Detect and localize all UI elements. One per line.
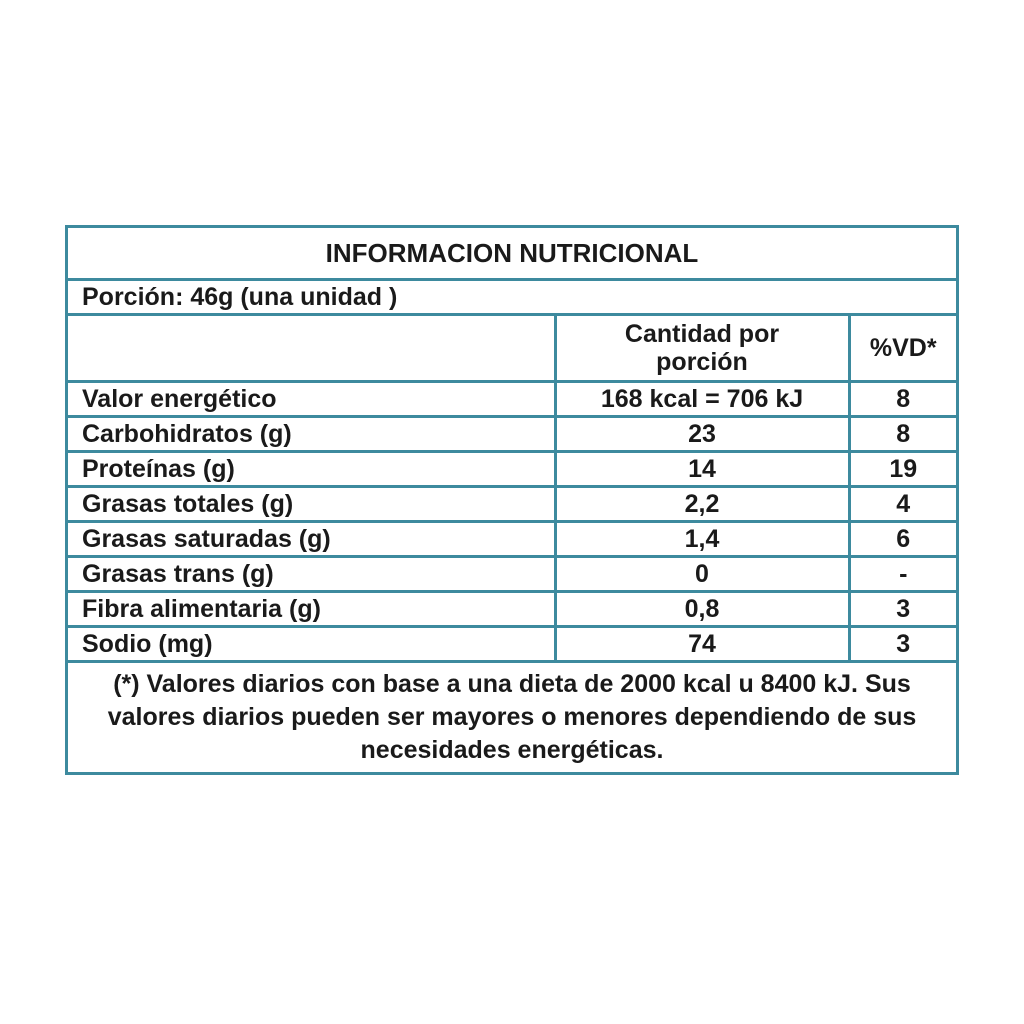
header-row [68, 315, 956, 382]
header-label [68, 315, 555, 382]
nutrient-label: Valor energético [68, 382, 555, 417]
dv-value: 4 [849, 487, 956, 522]
amount-value: 74 [555, 627, 849, 662]
dv-value: 6 [849, 522, 956, 557]
amount-value: 2,2 [555, 487, 849, 522]
footnote-row [68, 662, 956, 773]
dv-value: 8 [849, 382, 956, 417]
table-row [68, 417, 956, 452]
amount-value: 1,4 [555, 522, 849, 557]
nutrient-label: Sodio (mg) [68, 627, 555, 662]
nutrition-table [68, 228, 956, 772]
dv-value: 3 [849, 627, 956, 662]
footnote: (*) Valores diarios con base a una dieta de 2000 kcal u 8400 kJ. Sus valores diarios pueden ser mayores o menores dependiendo de sus necesidades energéticas. [68, 662, 956, 773]
nutrition-facts-panel [65, 225, 959, 775]
table-row [68, 557, 956, 592]
table-row [68, 452, 956, 487]
amount-value: 14 [555, 452, 849, 487]
portion-row [68, 280, 956, 315]
nutrient-label: Proteínas (g) [68, 452, 555, 487]
table-row [68, 522, 956, 557]
header-amount: Cantidad por porción [555, 315, 849, 382]
nutrient-label: Carbohidratos (g) [68, 417, 555, 452]
table-row [68, 592, 956, 627]
nutrient-label: Fibra alimentaria (g) [68, 592, 555, 627]
dv-value: 3 [849, 592, 956, 627]
table-row [68, 487, 956, 522]
nutrient-label: Grasas trans (g) [68, 557, 555, 592]
portion-size: Porción: 46g (una unidad ) [68, 280, 956, 315]
table-row [68, 382, 956, 417]
amount-value: 0 [555, 557, 849, 592]
table-title: INFORMACION NUTRICIONAL [68, 228, 956, 280]
nutrient-label: Grasas saturadas (g) [68, 522, 555, 557]
dv-value: - [849, 557, 956, 592]
amount-value: 168 kcal = 706 kJ [555, 382, 849, 417]
dv-value: 19 [849, 452, 956, 487]
table-row [68, 627, 956, 662]
dv-value: 8 [849, 417, 956, 452]
header-dv: %VD* [849, 315, 956, 382]
amount-value: 0,8 [555, 592, 849, 627]
title-row [68, 228, 956, 280]
nutrient-label: Grasas totales (g) [68, 487, 555, 522]
amount-value: 23 [555, 417, 849, 452]
